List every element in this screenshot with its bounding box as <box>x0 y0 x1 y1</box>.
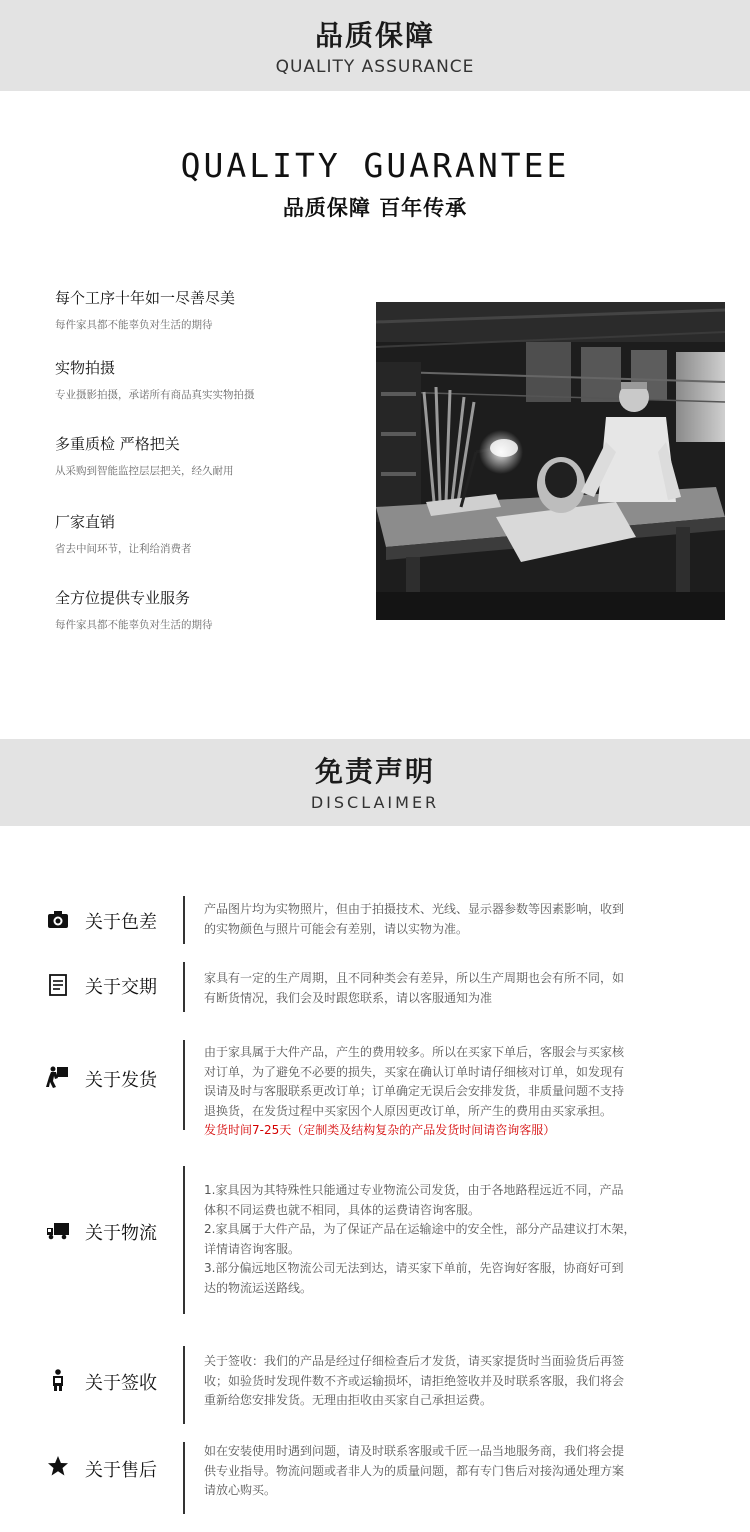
feature-title: 每个工序十年如一尽善尽美 <box>55 289 236 307</box>
divider <box>183 896 185 944</box>
divider <box>183 1346 185 1424</box>
disclaimer-line: 2.家具属于大件产品，为了保证产品在运输途中的安全性，部分产品建议打木架， <box>204 1222 636 1236</box>
disclaimer-shipping-row <box>0 1040 750 1140</box>
quality-assurance-header <box>0 0 750 91</box>
star-icon <box>46 1454 70 1478</box>
disclaimer-header <box>0 739 750 826</box>
disclaimer-receipt-row <box>0 1346 750 1424</box>
disclaimer-line: 误请及时与客服联系更改订单；订单确定无误后会安排发货，非质量问题不支持 <box>204 1084 625 1098</box>
disclaimer-line: 家具有一定的生产周期，且不同种类会有差异，所以生产周期也会有所不同，如 <box>204 971 625 985</box>
feature-item <box>55 511 355 556</box>
feature-title: 全方位提供专业服务 <box>55 589 191 607</box>
disclaimer-line: 重新给您安排发货。无理由拒收由买家自己承担运费。 <box>204 1393 493 1407</box>
disclaimer-line: 关于签收：我们的产品是经过仔细检查后才发货，请买家提货时当面验货后再签 <box>204 1354 625 1368</box>
disclaimer-line: 有断货情况，我们会及时跟您联系，请以客服通知为准 <box>204 990 493 1005</box>
disclaimer-delivery-time-row <box>0 962 750 1012</box>
disclaimer-color-row <box>0 896 750 946</box>
divider <box>183 1040 185 1130</box>
disclaimer-logistics-row <box>0 1166 750 1314</box>
shipping-time-note: 发货时间7-25天（定制类及结构复杂的产品发货时间请咨询客服） <box>204 1123 556 1137</box>
disclaimer-text <box>204 1181 689 1298</box>
delivery-person-icon <box>46 1065 70 1089</box>
disclaimer-line: 3.部分偏远地区物流公司无法到达，请买家下单前，先咨询好客服，协商好可到 <box>204 1261 624 1275</box>
disclaimer-text <box>204 900 689 939</box>
quality-guarantee-subtitle: 品质保障 百年传承 <box>282 196 468 220</box>
disclaimer-line: 如在安装使用时遇到问题，请及时联系客服或千匠一品当地服务商，我们将会提 <box>204 1444 625 1458</box>
feature-title: 实物拍摄 <box>55 359 116 377</box>
divider <box>183 1166 185 1314</box>
disclaimer-text <box>204 1442 689 1501</box>
feature-item <box>55 287 355 332</box>
camera-icon <box>46 908 70 932</box>
disclaimer-after-sales-row <box>0 1442 750 1514</box>
divider <box>183 962 185 1012</box>
quality-guarantee-title: QUALITY GUARANTEE <box>180 146 570 185</box>
feature-description: 省去中间环节，让利给消费者 <box>55 543 192 555</box>
disclaimer-label: 关于发货 <box>85 1070 157 1091</box>
disclaimer-text <box>204 1352 689 1411</box>
quality-assurance-subtitle: QUALITY ASSURANCE <box>275 57 475 77</box>
feature-title: 多重质检 严格把关 <box>55 435 180 453</box>
disclaimer-line: 产品图片均为实物照片，但由于拍摄技术、光线、显示器参数等因素影响，收到 <box>204 902 625 916</box>
disclaimer-line: 由于家具属于大件产品，产生的费用较多。所以在买家下单后，客服会与买家核 <box>204 1045 625 1059</box>
disclaimer-line: 退换货，在发货过程中买家因个人原因更改订单，所产生的费用由买家承担。 <box>204 1103 613 1118</box>
disclaimer-line: 体积不同运费也就不相同，具体的运费请咨询客服。 <box>204 1202 481 1217</box>
disclaimer-title: 免责声明 <box>314 755 435 788</box>
feature-title: 厂家直销 <box>55 513 116 531</box>
disclaimer-line: 对订单，为了避免不必要的损失，买家在确认订单时请仔细核对订单，如发现有 <box>204 1064 625 1079</box>
workshop-illustration <box>376 302 725 620</box>
disclaimer-label: 关于交期 <box>85 977 157 998</box>
quality-assurance-title: 品质保障 <box>314 19 435 52</box>
disclaimer-line: 达的物流运送路线。 <box>204 1280 313 1295</box>
feature-item <box>55 587 355 632</box>
disclaimer-subtitle: DISCLAIMER <box>310 793 440 812</box>
feature-description: 每件家具都不能辜负对生活的期待 <box>55 319 213 331</box>
feature-item <box>55 433 355 478</box>
disclaimer-label: 关于售后 <box>85 1460 157 1481</box>
package-receive-icon <box>46 1368 70 1392</box>
disclaimer-line: 1.家具因为其特殊性只能通过专业物流公司发货，由于各地路程远近不同，产品 <box>204 1183 624 1197</box>
disclaimer-line: 收；如验货时发现件数不齐或运输损坏，请拒绝签收并及时联系客服，我们将会 <box>204 1373 625 1388</box>
disclaimer-label: 关于物流 <box>85 1223 157 1244</box>
disclaimer-label: 关于色差 <box>85 912 157 933</box>
disclaimer-line: 供专业指导。物流问题或者非人为的质量问题，都有专门售后对接沟通处理方案 <box>204 1463 625 1478</box>
feature-description: 从采购到智能监控层层把关，经久耐用 <box>55 465 234 477</box>
truck-icon <box>46 1218 70 1242</box>
disclaimer-label: 关于签收 <box>85 1373 157 1394</box>
feature-item <box>55 357 355 402</box>
feature-description: 每件家具都不能辜负对生活的期待 <box>55 619 213 631</box>
feature-description: 专业摄影拍摄，承诺所有商品真实实物拍摄 <box>55 389 255 401</box>
disclaimer-line: 的实物颜色与照片可能会有差别，请以实物为准。 <box>204 921 469 936</box>
disclaimer-line: 请放心购买。 <box>204 1483 277 1497</box>
workshop-photo <box>376 302 725 620</box>
disclaimer-line: 详情请咨询客服。 <box>204 1241 301 1256</box>
disclaimer-text <box>204 969 689 1008</box>
divider <box>183 1442 185 1514</box>
document-icon <box>46 973 70 997</box>
disclaimer-text <box>204 1043 689 1141</box>
